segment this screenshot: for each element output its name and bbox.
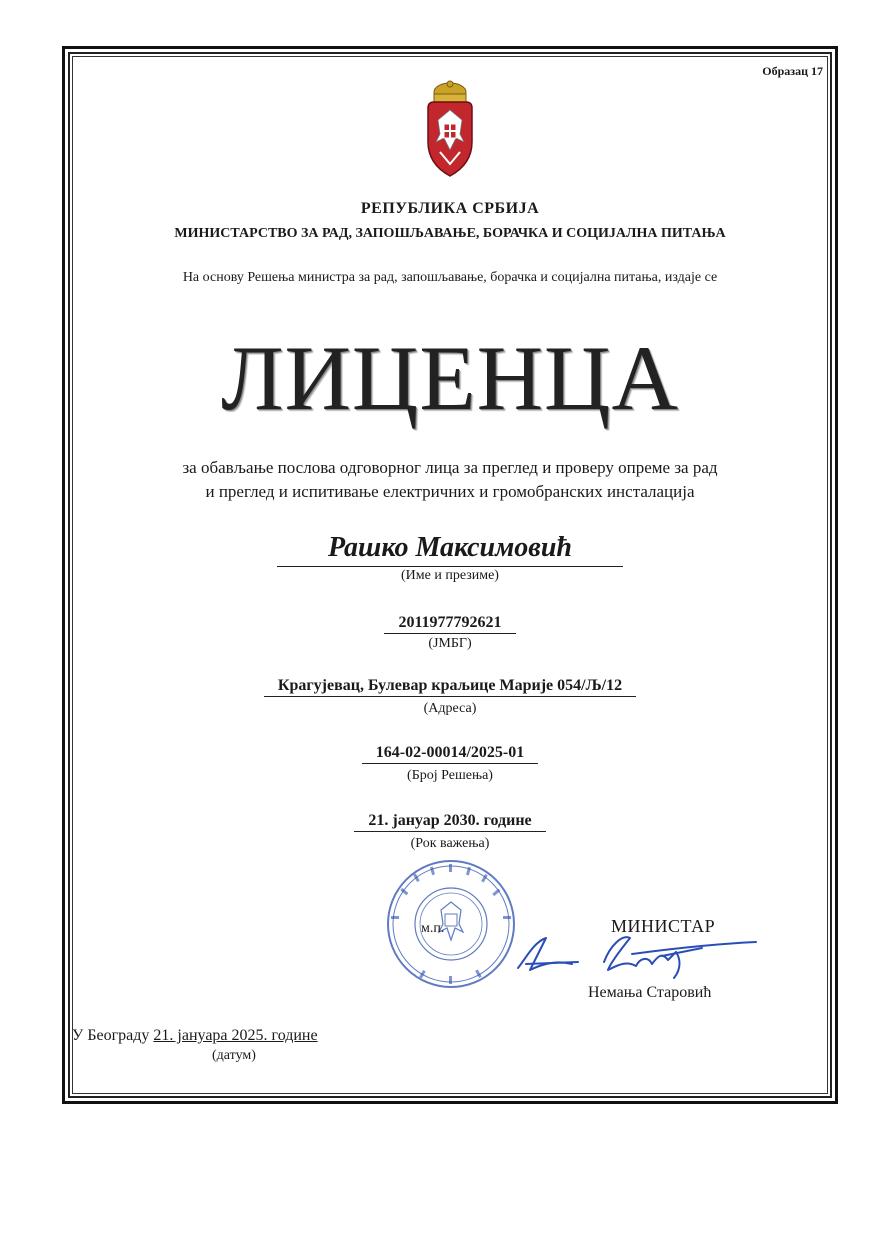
issue-date: 21. јануара 2025. године: [153, 1027, 318, 1044]
jmbg-value: 2011977792621: [384, 614, 515, 634]
place-and-date: [72, 1027, 318, 1045]
decision-number-caption: (Број Решења): [407, 768, 493, 783]
jmbg-row: [72, 614, 828, 634]
address-row: [72, 677, 828, 697]
form-number: Образац 17: [762, 64, 823, 78]
seal-placeholder-label: м.п.: [421, 921, 445, 936]
holder-name-row: [72, 532, 828, 567]
place-prefix: У Београду: [72, 1027, 154, 1044]
holder-name: Рашко Максимовић: [277, 532, 623, 567]
serbian-coat-of-arms-icon: [420, 80, 480, 178]
holder-name-caption: (Име и презиме): [401, 568, 499, 583]
issuance-basis-text: На основу Решења министра за рад, запошљавање, борачка и социјална питања, издаје се: [182, 270, 718, 285]
ministry-heading: МИНИСТАРСТВО ЗА РАД, ЗАПОШЉАВАЊЕ, БОРАЧКА И СОЦИЈАЛНА ПИТАЊА: [174, 226, 726, 241]
republic-heading: РЕПУБЛИКА СРБИЈА: [360, 200, 540, 217]
address-caption: (Адреса): [423, 701, 477, 716]
license-description: [72, 456, 828, 504]
validity-row: [72, 812, 828, 832]
description-line-2: и преглед и испитивање електричних и громобранских инсталација: [205, 482, 695, 501]
official-stamp-icon: [385, 858, 517, 990]
decision-number-row: [72, 744, 828, 764]
decision-number-value: 164-02-00014/2025-01: [362, 744, 538, 764]
description-line-1: за обављање послова одговорног лица за преглед и проверу опреме за рад: [182, 458, 718, 477]
minister-name: Немања Старовић: [588, 984, 712, 1001]
validity-value: 21. јануар 2030. године: [354, 812, 545, 832]
validity-caption: (Рок важења): [410, 836, 490, 851]
jmbg-caption: (ЈМБГ): [428, 636, 472, 651]
minister-title: МИНИСТАР: [611, 916, 716, 936]
license-title: ЛИЦЕНЦА: [221, 327, 679, 429]
address-value: Крагујевац, Булевар краљице Марије 054/Љ/12: [264, 677, 636, 697]
issue-date-caption: (датум): [212, 1048, 256, 1063]
